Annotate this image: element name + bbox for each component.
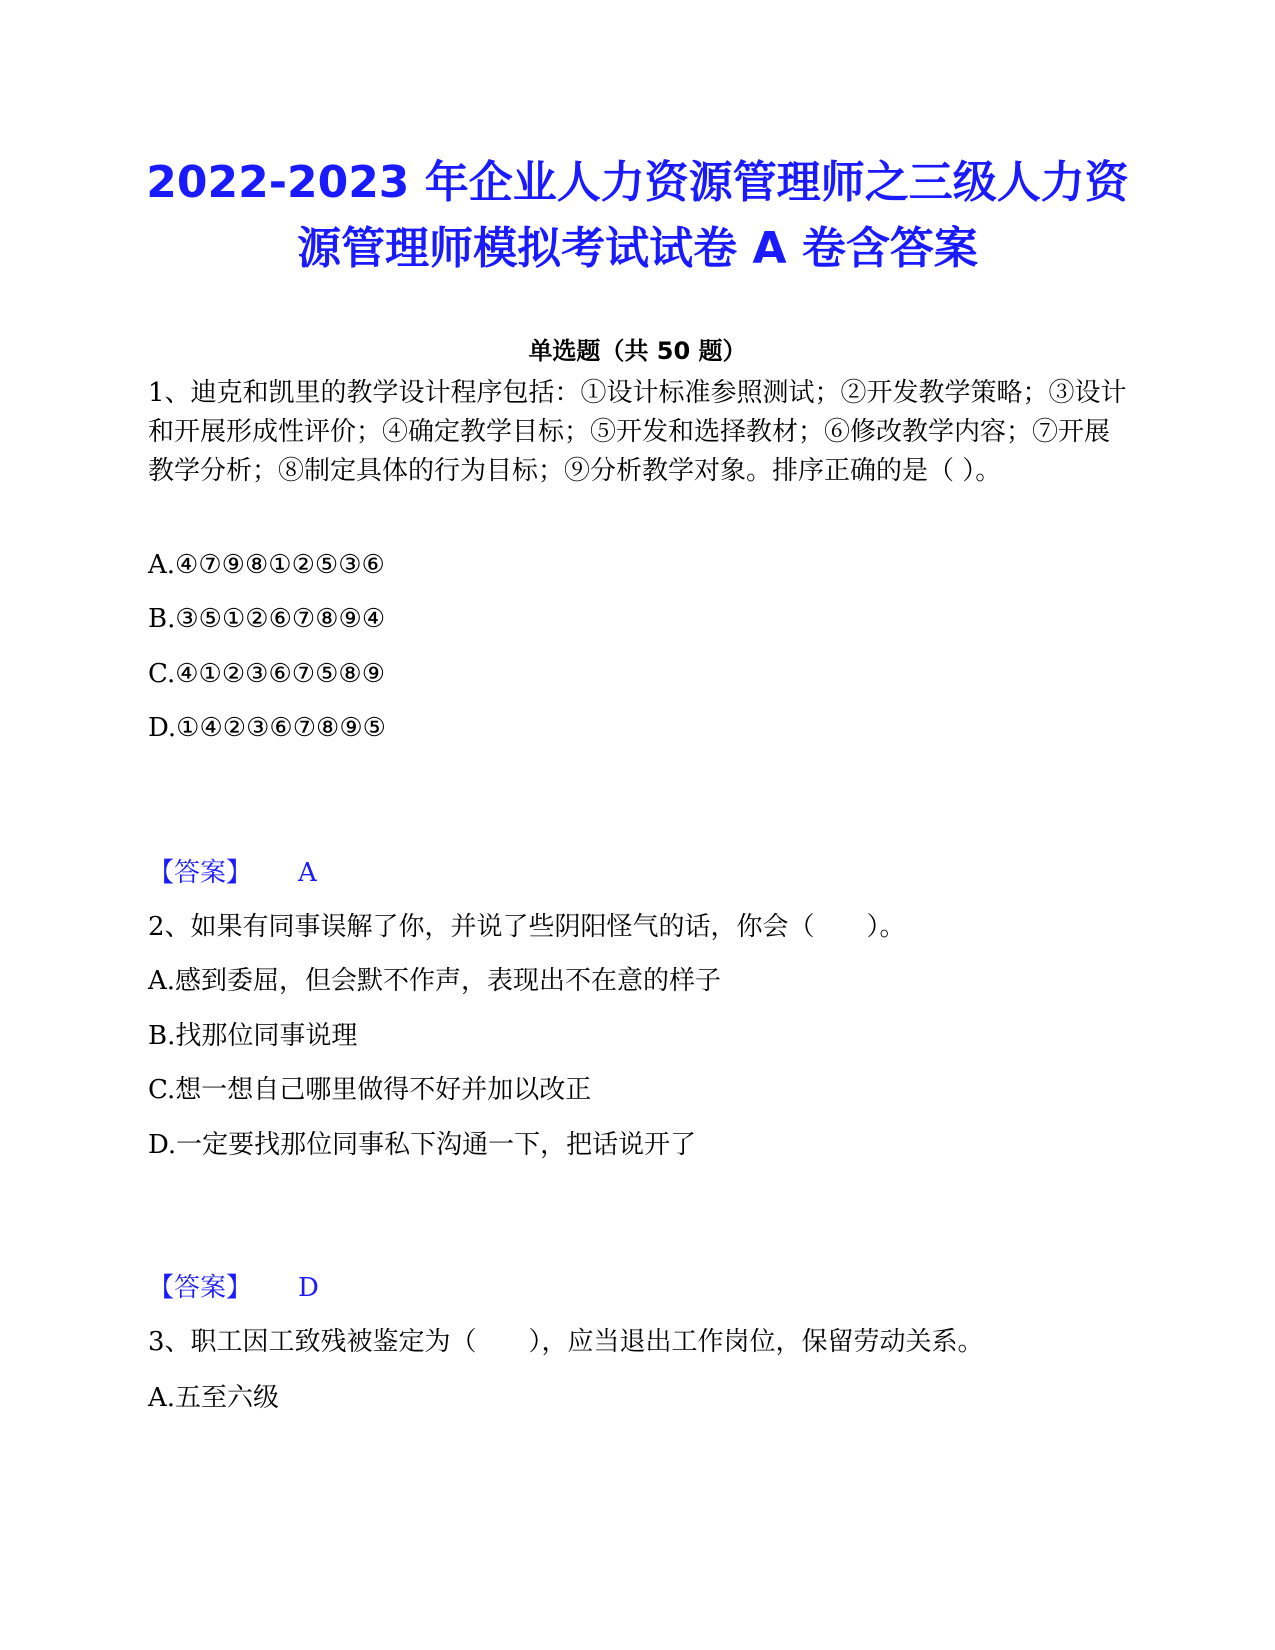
answer-value: D [298,1273,319,1303]
question-2-answer [148,1270,319,1306]
question-2-option-c: C.想一想自己哪里做得不好并加以改正 [148,1075,592,1105]
answer-label: 【答案】 [148,1273,253,1303]
question-1-option-b: B.③⑤①②⑥⑦⑧⑨④ [148,604,386,634]
question-1-option-d: D.①④②③⑥⑦⑧⑨⑤ [148,713,386,743]
question-2-stem: 2、如果有同事误解了你，并说了些阴阳怪气的话，你会（ ）。 [148,912,906,942]
question-1-stem: 1、迪克和凯里的教学设计程序包括：①设计标准参照测试；②开发教学策略；③设计和开展形成性评价；④确定教学目标；⑤开发和选择教材；⑥修改教学内容；⑦开展教学分析；⑧制定具体的行为目标；⑨分析教学对象。排序正确的是（ ）。 [148,378,1127,486]
section-heading: 单选题（共 50 题） [528,337,747,365]
answer-value: A [298,858,317,888]
answer-label: 【答案】 [148,858,253,888]
question-2-option-b: B.找那位同事说理 [148,1021,358,1051]
question-1-option-a: A.④⑦⑨⑧①②⑤③⑥ [148,550,385,580]
question-2-option-a: A.感到委屈，但会默不作声，表现出不在意的样子 [148,966,722,996]
question-1-answer [148,855,317,891]
question-3-stem: 3、职工因工致残被鉴定为（ ），应当退出工作岗位，保留劳动关系。 [148,1327,984,1357]
question-3-option-a: A.五至六级 [148,1383,280,1413]
question-1-option-c: C.④①②③⑥⑦⑤⑧⑨ [148,659,386,689]
question-2-option-d: D.一定要找那位同事私下沟通一下，把话说开了 [148,1130,697,1160]
document-title: 2022-2023 年企业人力资源管理师之三级人力资源管理师模拟考试试卷 A 卷含答案 [146,157,1129,274]
